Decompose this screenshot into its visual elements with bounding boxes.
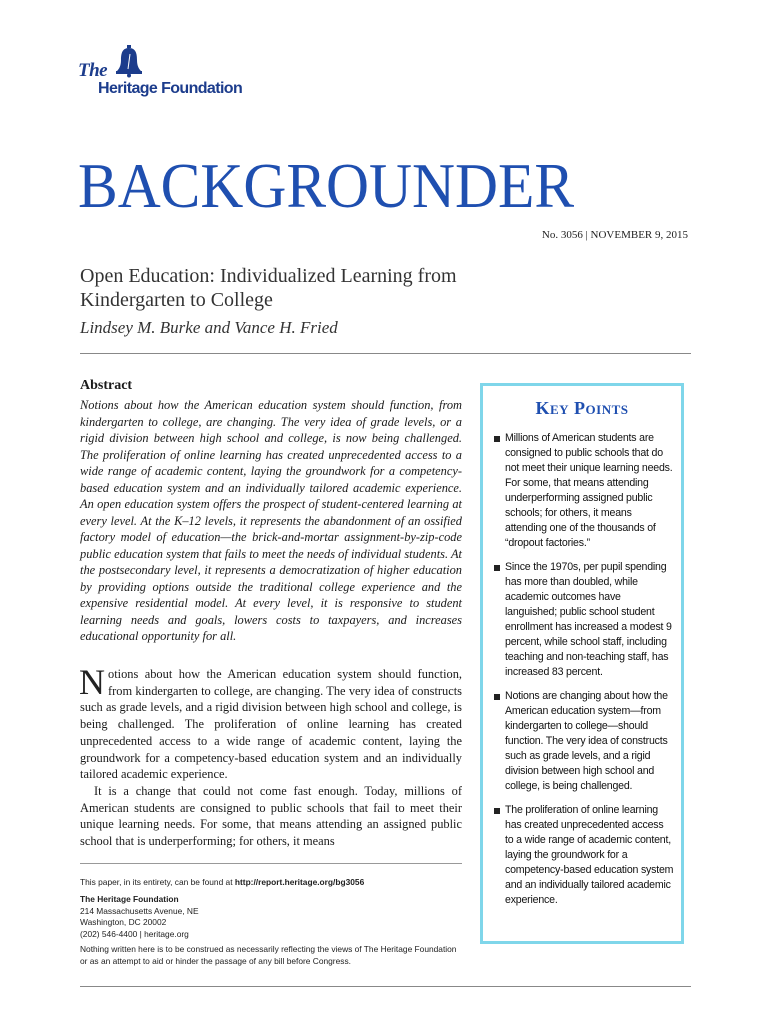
- footer-divider: [80, 863, 462, 864]
- key-points-box: [480, 383, 684, 944]
- square-bullet-icon: [494, 694, 500, 700]
- body-paragraph-1-text: otions about how the American education system should function, from kindergarten to college, are changing. The very idea of constructs such as grade levels, and a rigid division between high school and college, is being challenged. The proliferation of online learning has created unprecedented access to a wide range of academic content, laying the groundwork for a competency-based education system and an individually tailored academic experience.: [80, 667, 462, 782]
- key-point-item: The proliferation of online learning has created unprecedented access to a wide range of academic content, laying the groundwork for a competency-based education system and an individually tailored academic experience.: [494, 803, 674, 908]
- square-bullet-icon: [494, 565, 500, 571]
- address-line-2: Washington, DC 20002: [80, 917, 167, 927]
- org-address: [80, 894, 462, 940]
- contact-line: (202) 546-4400 | heritage.org: [80, 928, 189, 939]
- authors: Lindsey M. Burke and Vance H. Fried: [80, 318, 338, 337]
- body-paragraph: [79, 662, 462, 783]
- key-points-title: [483, 398, 681, 419]
- square-bullet-icon: [494, 808, 500, 814]
- logo-name: Heritage Foundation: [98, 80, 243, 97]
- abstract-text: Notions about how the American education system should function, from kindergarten to college, are changing. The very idea of grade levels, or a rigid division between high school and college, is now being challenged. The proliferation of online learning has created unprecedented access to a wide range of academic content, laying the groundwork for a competency-based education system and an individually tailored academic experience. An open education system offers the prospect of student-centered learning at every level. At the K–12 levels, it represents the abandonment of an ossified factory model of education—the brick-and-mortar assignment-by-zip-code public education system that fails to meet the needs of individual students. At the postsecondary level, it represents a democratization of higher education by providing options outside the traditional college experience and the expensive residential model. At every level, it is responsive to student learning needs and goals, lowers costs to taxpayers, and increases educational opportunity for all.: [80, 398, 462, 643]
- org-name: The Heritage Foundation: [80, 894, 179, 904]
- masthead: BACKGROUNDER: [78, 150, 575, 221]
- online-note: [80, 877, 462, 889]
- square-bullet-icon: [494, 436, 500, 442]
- liberty-bell-icon: [115, 44, 143, 78]
- key-point-item: Since the 1970s, per pupil spending has more than doubled, while academic outcomes have languished; public school student enrollment has increased a modest 9 percent, while school staff, including teaching and non-teaching staff, has increased 83 percent.: [494, 560, 674, 680]
- divider-bottom: [80, 986, 691, 987]
- body-text: [79, 662, 462, 850]
- address-line-1: 214 Massachusetts Avenue, NE: [80, 905, 199, 916]
- heritage-logo: [78, 44, 278, 104]
- disclaimer: Nothing written here is to be construed as necessarily reflecting the views of The Heritage Foundation or as an attempt to aid or hinder the passage of any bill before Congress.: [80, 944, 457, 966]
- drop-cap: N: [79, 662, 105, 702]
- body-paragraph-2: It is a change that could not come fast enough. Today, millions of American students are consigned to public schools that fail to meet their unique learning needs. For some, that means attending an assigned public school that is underperforming; for others, it means: [80, 783, 462, 849]
- logo-the: The: [78, 60, 108, 81]
- key-points-title-text: Key Points: [535, 398, 629, 418]
- online-url-link[interactable]: http://report.heritage.org/bg3056: [234, 877, 365, 887]
- key-points-list: [494, 431, 674, 917]
- abstract-heading: Abstract: [80, 378, 133, 393]
- report-title: Open Education: Individualized Learning from Kindergarten to College: [80, 265, 457, 311]
- online-note-prefix: This paper, in its entirety, can be found at: [80, 877, 235, 887]
- key-point-item: Notions are changing about how the American education system—from kindergarten to college—should function. The very idea of constructs such as grade levels, and a rigid division between high school and college, is being challenged.: [494, 689, 674, 794]
- issue-line: No. 3056 | NOVEMBER 9, 2015: [541, 229, 688, 241]
- key-point-item: Millions of American students are consigned to public schools that do not meet their unique learning needs. For some, that means attending underperforming assigned public schools; for others, it means attending one of the thousands of “dropout factories.”: [494, 431, 674, 551]
- divider-top: [80, 353, 691, 354]
